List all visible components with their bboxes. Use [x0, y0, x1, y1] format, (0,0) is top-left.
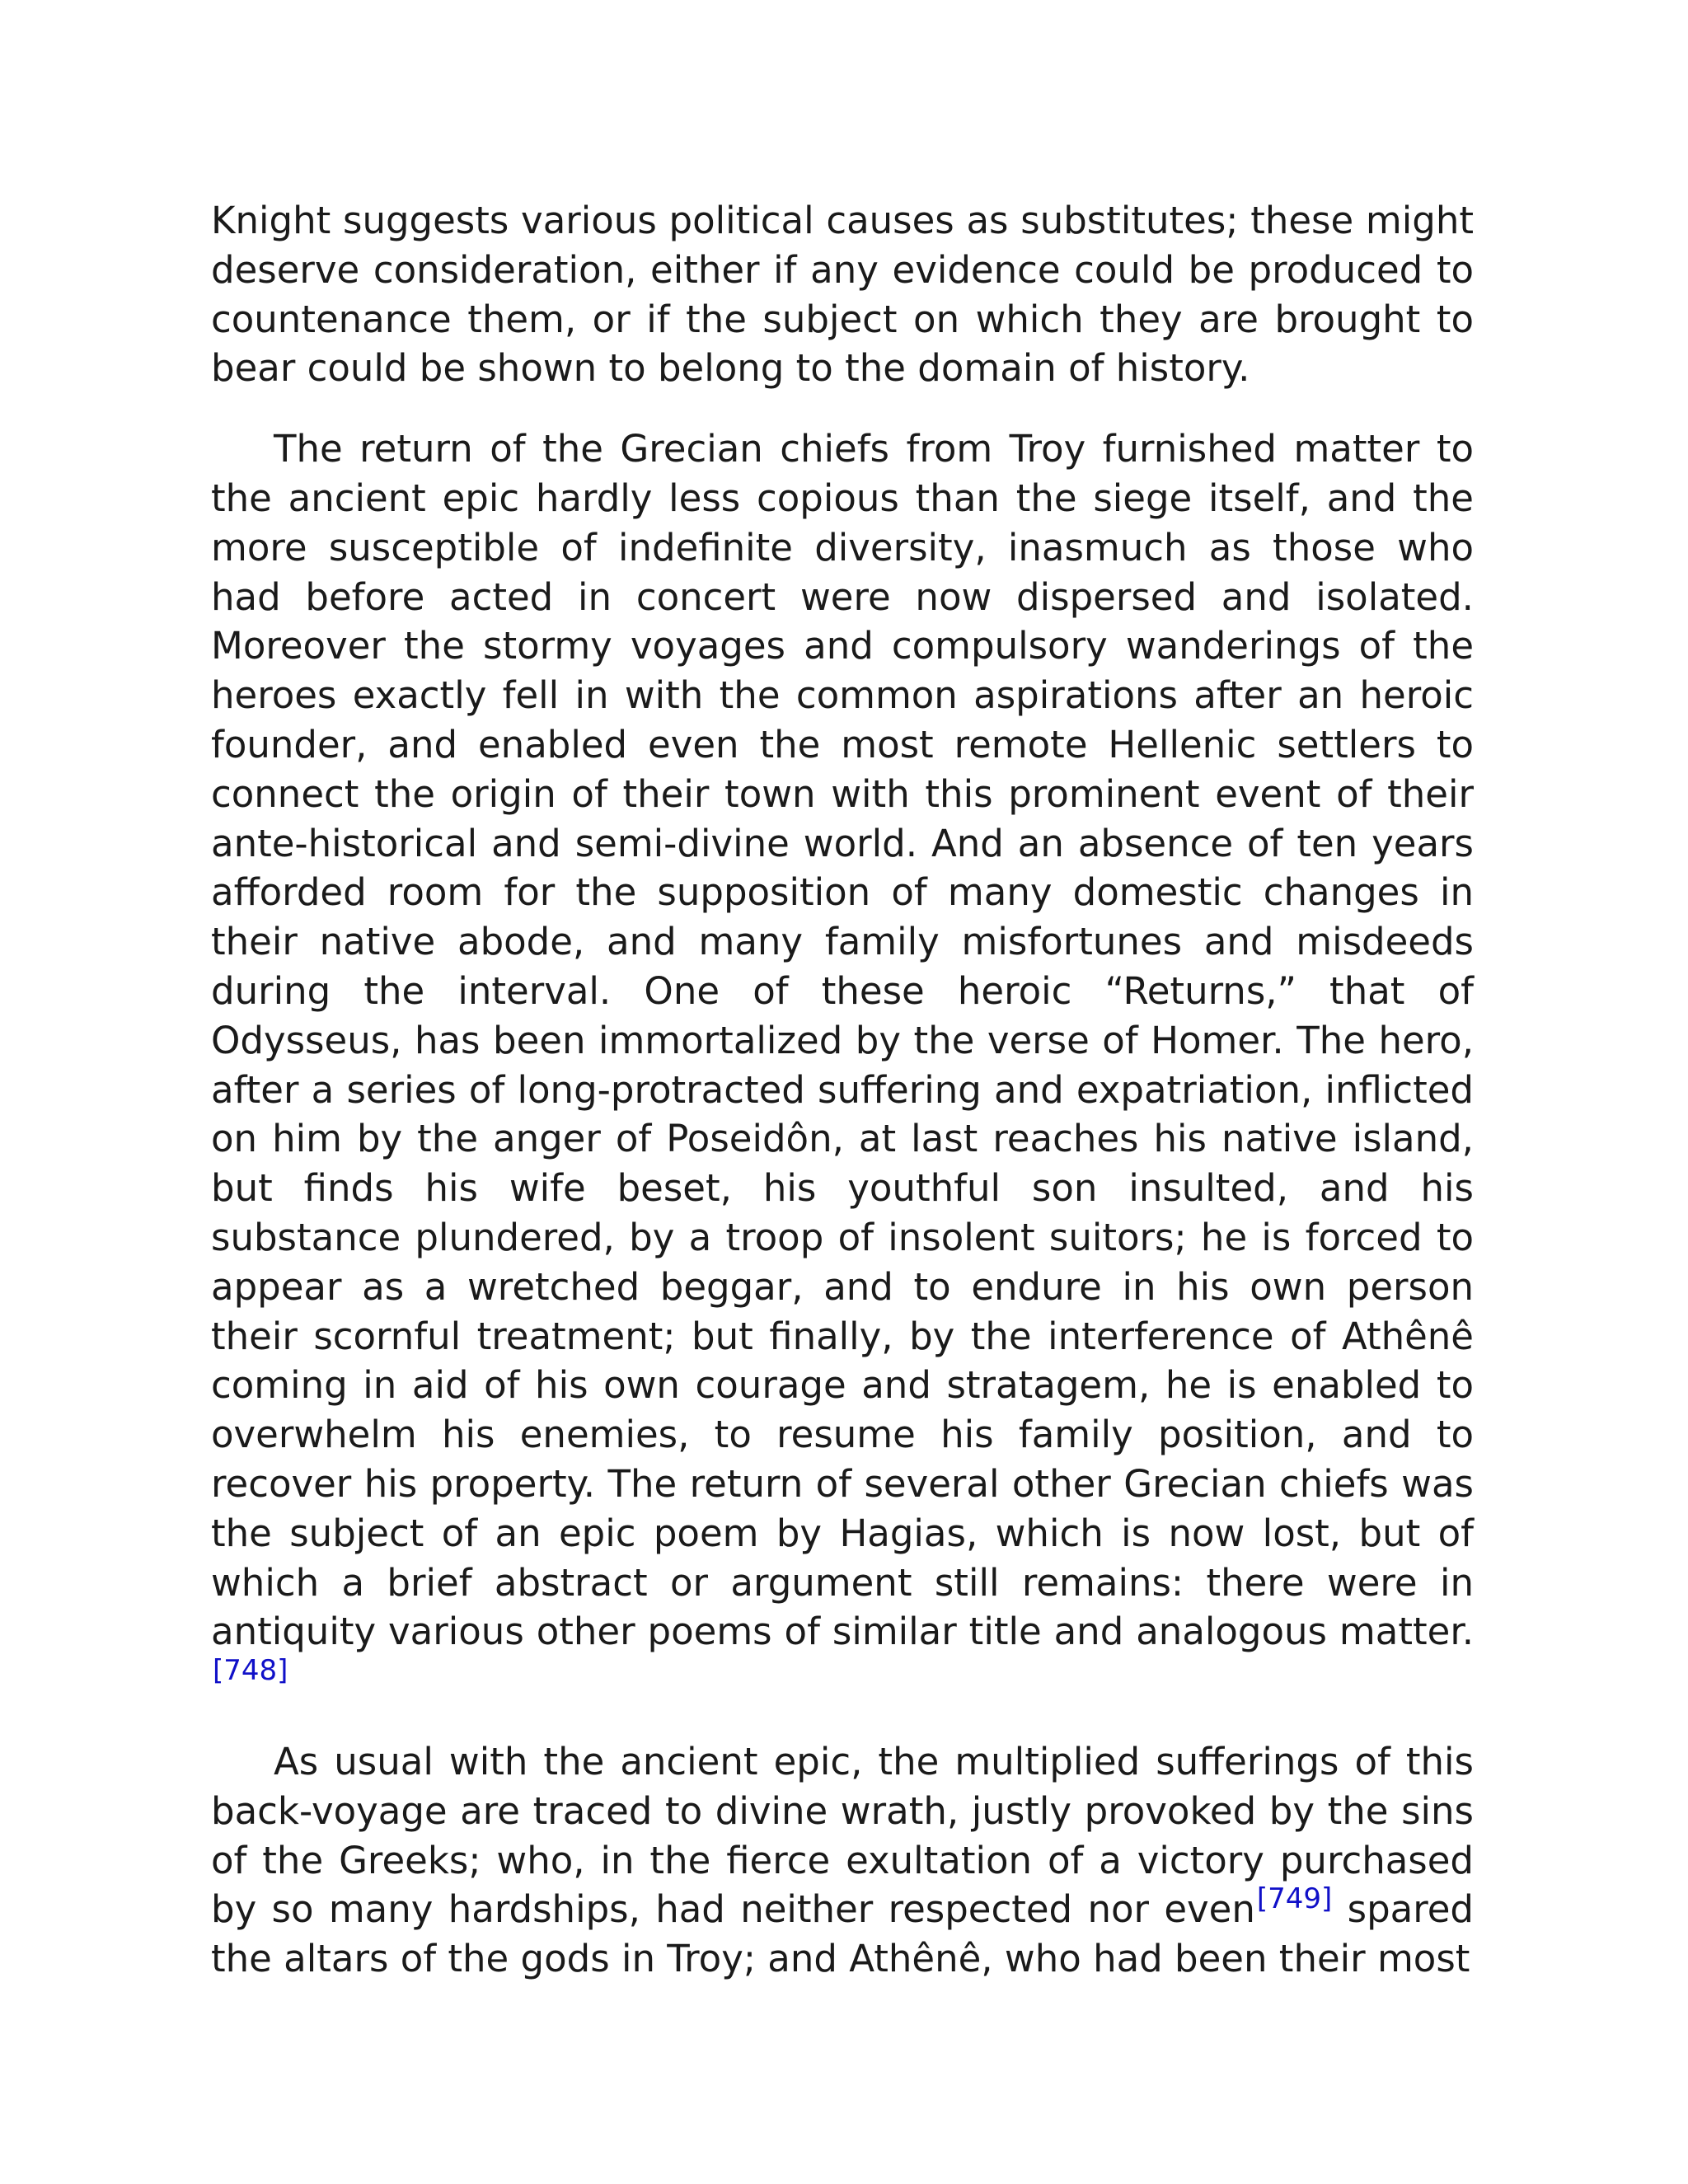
paragraph-2: [211, 424, 1474, 1706]
document-page: [211, 196, 1474, 2015]
footnote-link-748[interactable]: [748]: [213, 1654, 288, 1688]
paragraph-1: [211, 196, 1474, 393]
footnote-link-749[interactable]: [749]: [1256, 1882, 1333, 1916]
paragraph-1-text: Knight suggests various political causes as substitutes; these might deserve consideration, either if any evidence could be produced to countenance them, or if the subject on which they are brought to bear could be shown to belong to the domain of history.: [211, 199, 1474, 391]
paragraph-3-text-after: spared the altars of the gods in Troy; and Athênê, who had been their most: [211, 1887, 1474, 1981]
paragraph-2-text: The return of the Grecian chiefs from Troy furnished matter to the ancient epic hardly less copious than the siege itself, and the more susceptible of indefinite diversity, inasmuch as those who had before acted in concert were now dispersed and isolated. Moreover the stormy voyages and compulsory wanderings of the heroes exactly fell in with the common aspirations after an heroic founder, and enabled even the most remote Hellenic settlers to connect the origin of their town with this prominent event of their ante-historical and semi-divine world. And an absence of ten years afforded room for the supposition of many domestic changes in their native abode, and many family misfortunes and misdeeds during the interval. One of these heroic “Returns,” that of Odysseus, has been immortalized by the verse of Homer. The hero, after a series of long-protracted suffering and expatriation, inflicted on him by the anger of Poseidôn, at last reaches his native island, but finds his wife beset, his youthful son insulted, and his substance plundered, by a troop of insolent suitors; he is forced to appear as a wretched beggar, and to endure in his own person their scornful treatment; but finally, by the interference of Athênê coming in aid of his own courage and stratagem, he is enabled to overwhelm his enemies, to resume his family position, and to recover his property. The return of several other Grecian chiefs was the subject of an epic poem by Hagias, which is now lost, but of which a brief abstract or argument still remains: there were in antiquity various other poems of similar title and analogous matter.: [211, 427, 1474, 1654]
paragraph-3: [211, 1737, 1474, 1984]
paragraph-3-text-before: As usual with the ancient epic, the multiplied sufferings of this back-voyage are traced to divine wrath, justly provoked by the sins of the Greeks; who, in the fierce exultation of a victory purchased by so many hardships, had neither respected nor even: [211, 1739, 1474, 1932]
